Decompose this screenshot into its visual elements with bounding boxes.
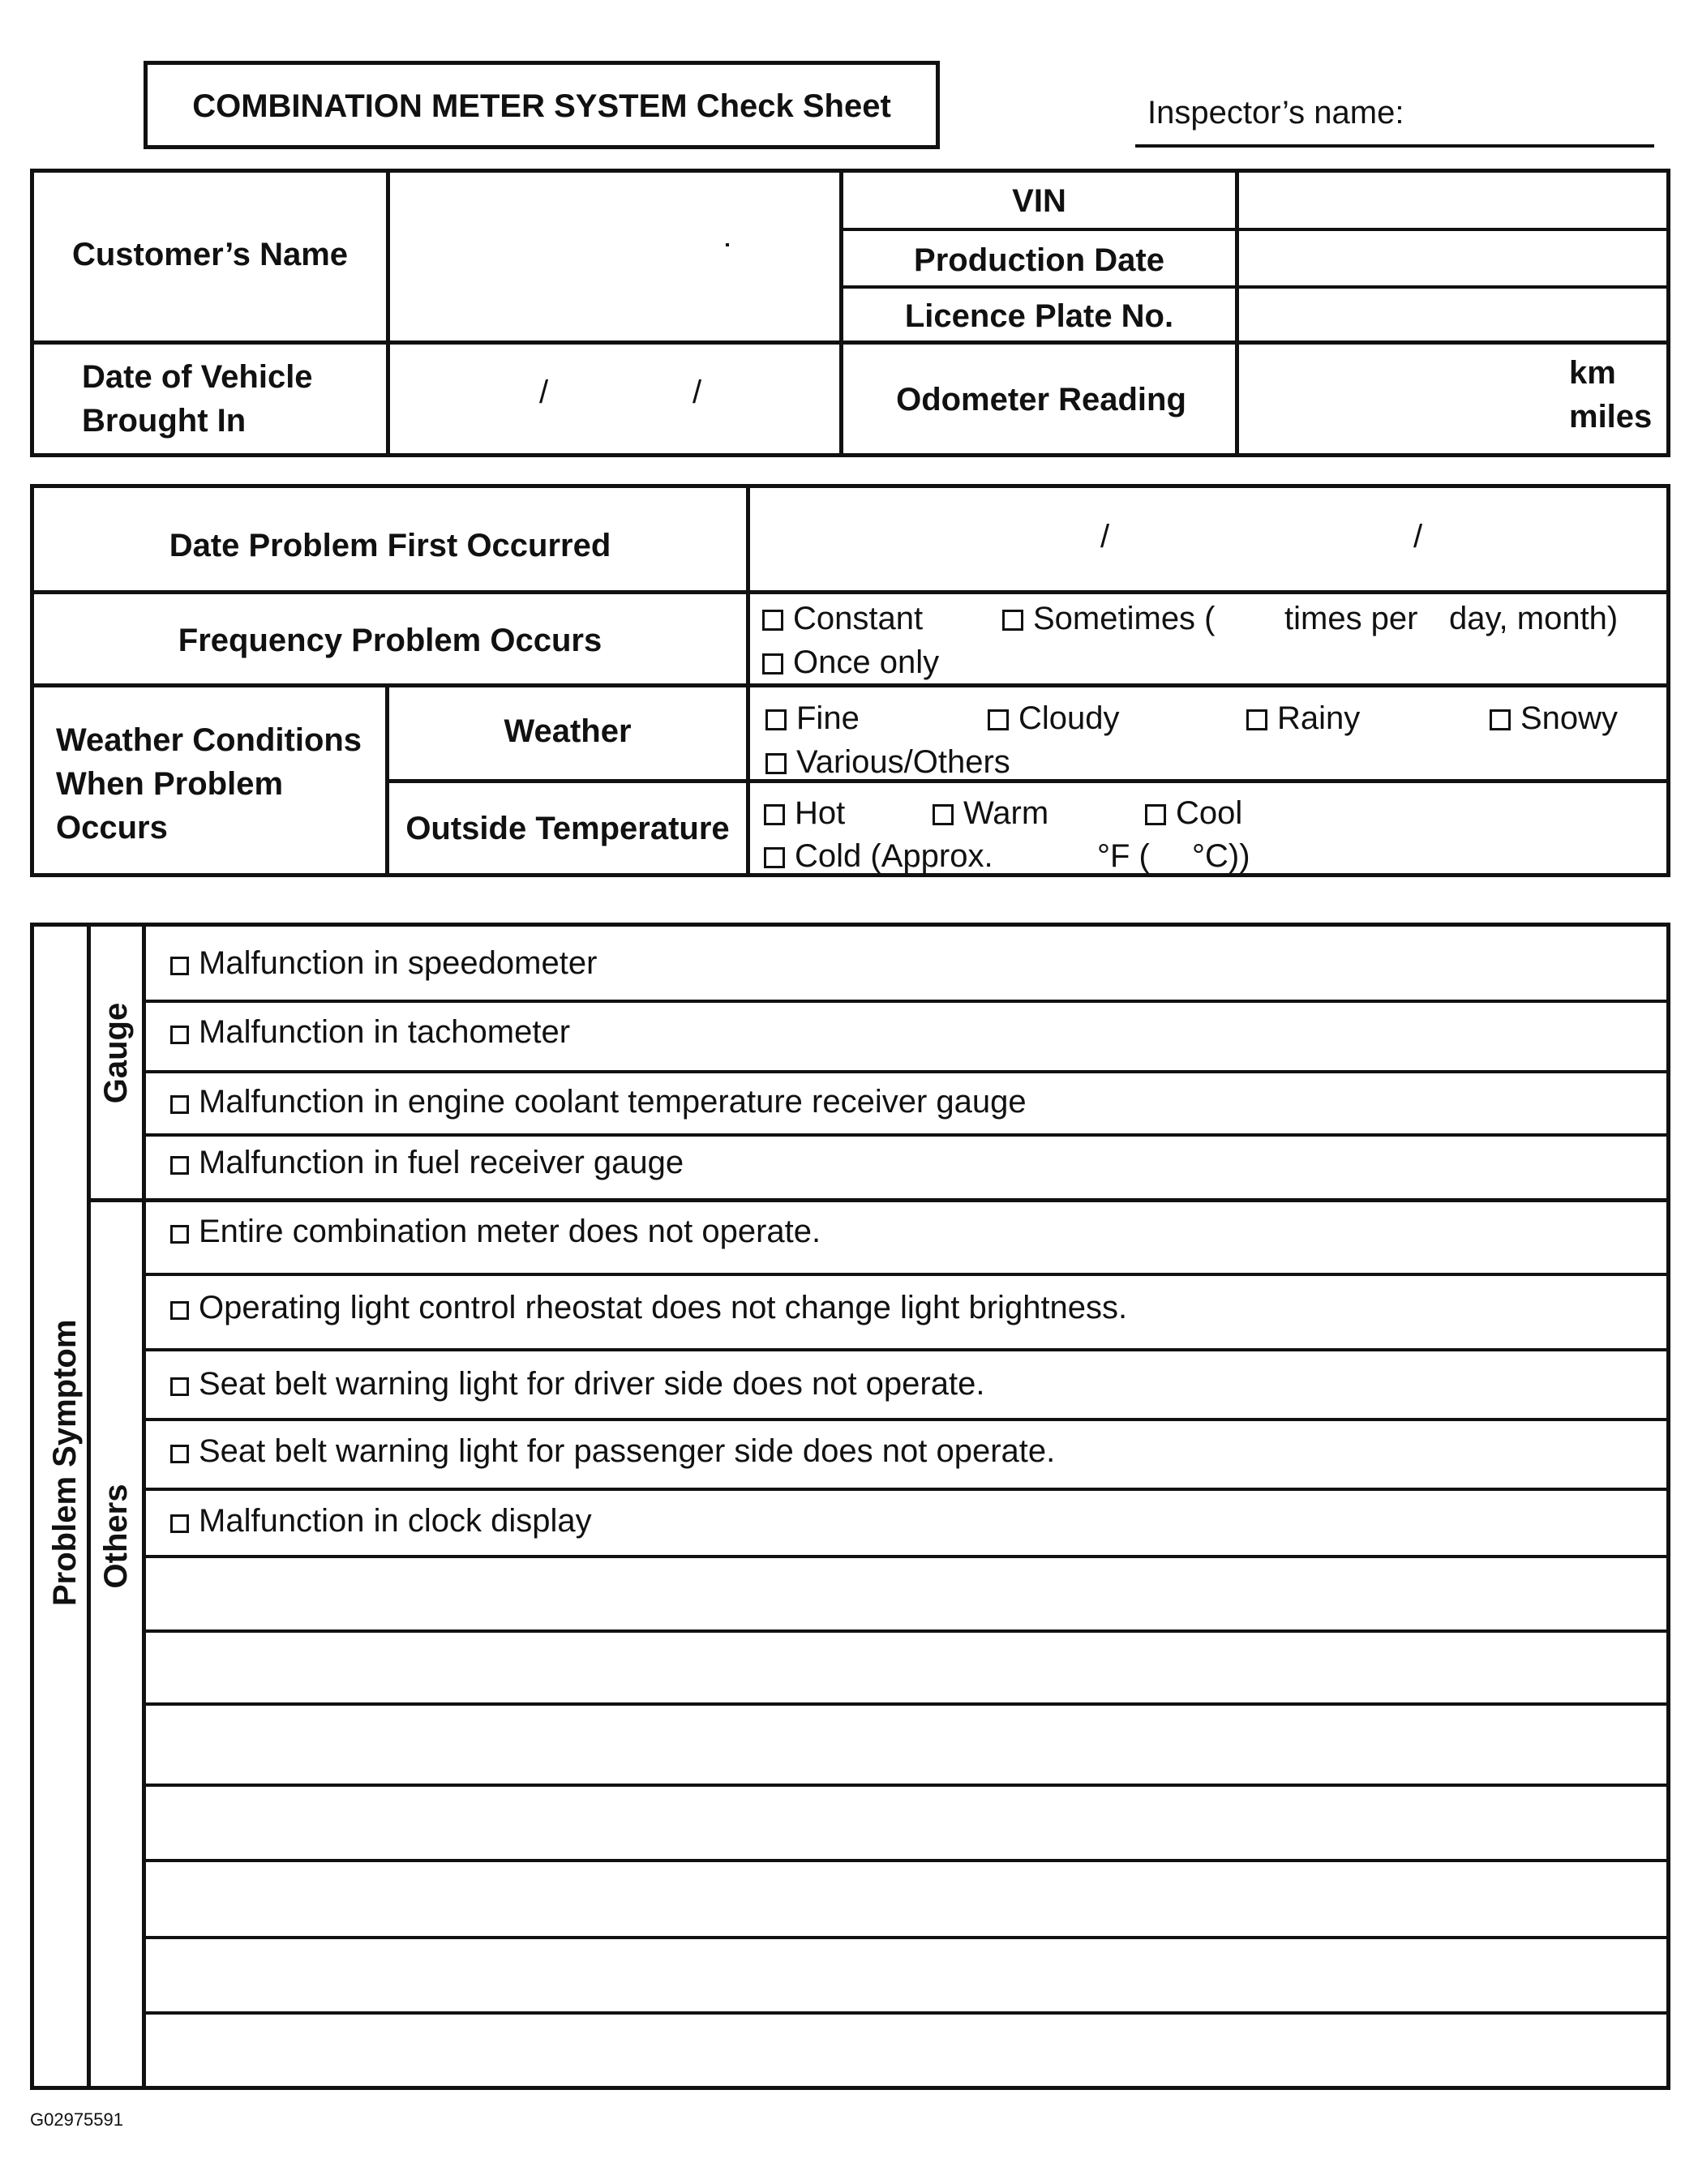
- gauge-label: Gauge: [98, 1002, 134, 1104]
- checkbox-icon: [170, 1445, 189, 1463]
- blank-entry-row[interactable]: [146, 1706, 1666, 1782]
- odometer-km: km: [1569, 355, 1616, 391]
- licence-plate-field[interactable]: [1239, 289, 1666, 340]
- blank-entry-row[interactable]: [146, 1633, 1666, 1701]
- weather-conditions-label: Weather Conditions When Problem Occurs: [56, 722, 362, 846]
- blank-entry-row[interactable]: [146, 1939, 1666, 2010]
- date-brought-in-slash-1: /: [539, 375, 549, 410]
- symptom-item[interactable]: Operating light control rheostat does not change light brightness.: [170, 1290, 1127, 1326]
- outside-temp-label: Outside Temperature: [405, 811, 730, 846]
- temp-cool[interactable]: Cool: [1145, 795, 1242, 832]
- page-title: COMBINATION METER SYSTEM Check Sheet: [192, 88, 891, 124]
- odometer-label: Odometer Reading: [896, 382, 1186, 418]
- checkbox-icon: [762, 653, 783, 674]
- symptom-item[interactable]: Malfunction in engine coolant temperature receiver gauge: [170, 1084, 1027, 1120]
- inspector-label: Inspector’s name:: [1147, 95, 1404, 131]
- weather-fine[interactable]: Fine: [765, 700, 860, 737]
- checkbox-icon: [170, 957, 189, 975]
- blank-entry-row[interactable]: [146, 1558, 1666, 1628]
- title-box: [144, 61, 940, 149]
- checkbox-icon: [764, 804, 785, 825]
- production-date-label: Production Date: [914, 242, 1164, 278]
- checkbox-icon: [170, 1301, 189, 1320]
- freq-sometimes[interactable]: Sometimes (: [1002, 601, 1216, 637]
- checkbox-icon: [170, 1095, 189, 1114]
- checkbox-icon: [933, 804, 954, 825]
- date-brought-in-line2: Brought In: [82, 403, 247, 439]
- symptom-item[interactable]: Malfunction in tachometer: [170, 1014, 570, 1051]
- date-brought-in-slash-2: /: [692, 375, 702, 410]
- temp-c: °C)): [1192, 838, 1250, 874]
- symptom-item[interactable]: Entire combination meter does not operate.: [170, 1214, 821, 1250]
- checkbox-icon: [988, 709, 1009, 730]
- symptom-item[interactable]: Malfunction in fuel receiver gauge: [170, 1145, 684, 1181]
- problem-symptom-label: Problem Symptom: [47, 1319, 83, 1606]
- freq-times-per: times per: [1284, 601, 1418, 636]
- vin-field[interactable]: [1239, 173, 1666, 228]
- licence-plate-label: Licence Plate No.: [904, 298, 1174, 334]
- others-label: Others: [98, 1484, 134, 1589]
- temp-f: °F (: [1097, 838, 1150, 874]
- checkbox-icon: [170, 1377, 189, 1396]
- odometer-miles: miles: [1569, 399, 1653, 435]
- checkbox-icon: [765, 709, 787, 730]
- production-date-field[interactable]: [1239, 231, 1666, 285]
- date-first-slash-1: /: [1100, 519, 1110, 555]
- checkbox-icon: [765, 753, 787, 774]
- checkbox-icon: [1002, 610, 1023, 631]
- weather-snowy[interactable]: Snowy: [1490, 700, 1618, 737]
- blank-entry-row[interactable]: [146, 2015, 1666, 2086]
- blank-entry-row[interactable]: [146, 1787, 1666, 1857]
- checkbox-icon: [762, 610, 783, 631]
- weather-cloudy[interactable]: Cloudy: [988, 700, 1120, 737]
- freq-day-month: day, month): [1449, 601, 1619, 636]
- vin-label: VIN: [1012, 183, 1066, 219]
- date-brought-in-label: [82, 355, 313, 443]
- checkbox-icon: [170, 1026, 189, 1044]
- freq-constant[interactable]: Constant: [762, 601, 923, 637]
- weather-rainy[interactable]: Rainy: [1246, 700, 1360, 737]
- symptom-item[interactable]: Seat belt warning light for passenger side does not operate.: [170, 1433, 1055, 1470]
- blank-entry-row[interactable]: [146, 1862, 1666, 1934]
- checkbox-icon: [1246, 709, 1267, 730]
- inspector-name-line[interactable]: [1135, 144, 1654, 148]
- frequency-label: Frequency Problem Occurs: [178, 623, 602, 658]
- temp-warm[interactable]: Warm: [933, 795, 1048, 832]
- checkbox-icon: [170, 1225, 189, 1244]
- checkbox-icon: [170, 1514, 189, 1533]
- checkbox-icon: [1145, 804, 1166, 825]
- checkbox-icon: [1490, 709, 1511, 730]
- checkbox-icon: [764, 847, 785, 868]
- freq-once-only[interactable]: Once only: [762, 644, 939, 681]
- customers-name-label: Customer’s Name: [71, 237, 349, 272]
- weather-label: Weather: [504, 713, 632, 749]
- temp-hot[interactable]: Hot: [764, 795, 845, 832]
- symptom-item[interactable]: Seat belt warning light for driver side does not operate.: [170, 1366, 984, 1402]
- stray-dot: [726, 243, 729, 246]
- date-first-slash-2: /: [1413, 519, 1423, 555]
- customers-name-field[interactable]: [390, 173, 839, 340]
- checkbox-icon: [170, 1156, 189, 1175]
- symptom-item[interactable]: Malfunction in speedometer: [170, 945, 597, 982]
- date-brought-in-line1: Date of Vehicle: [82, 359, 313, 395]
- temp-cold[interactable]: Cold (Approx.: [764, 838, 993, 875]
- figure-id: G02975591: [30, 2109, 123, 2130]
- date-first-occurred-label: Date Problem First Occurred: [169, 528, 611, 563]
- weather-various[interactable]: Various/Others: [765, 744, 1010, 781]
- symptom-item[interactable]: Malfunction in clock display: [170, 1503, 592, 1540]
